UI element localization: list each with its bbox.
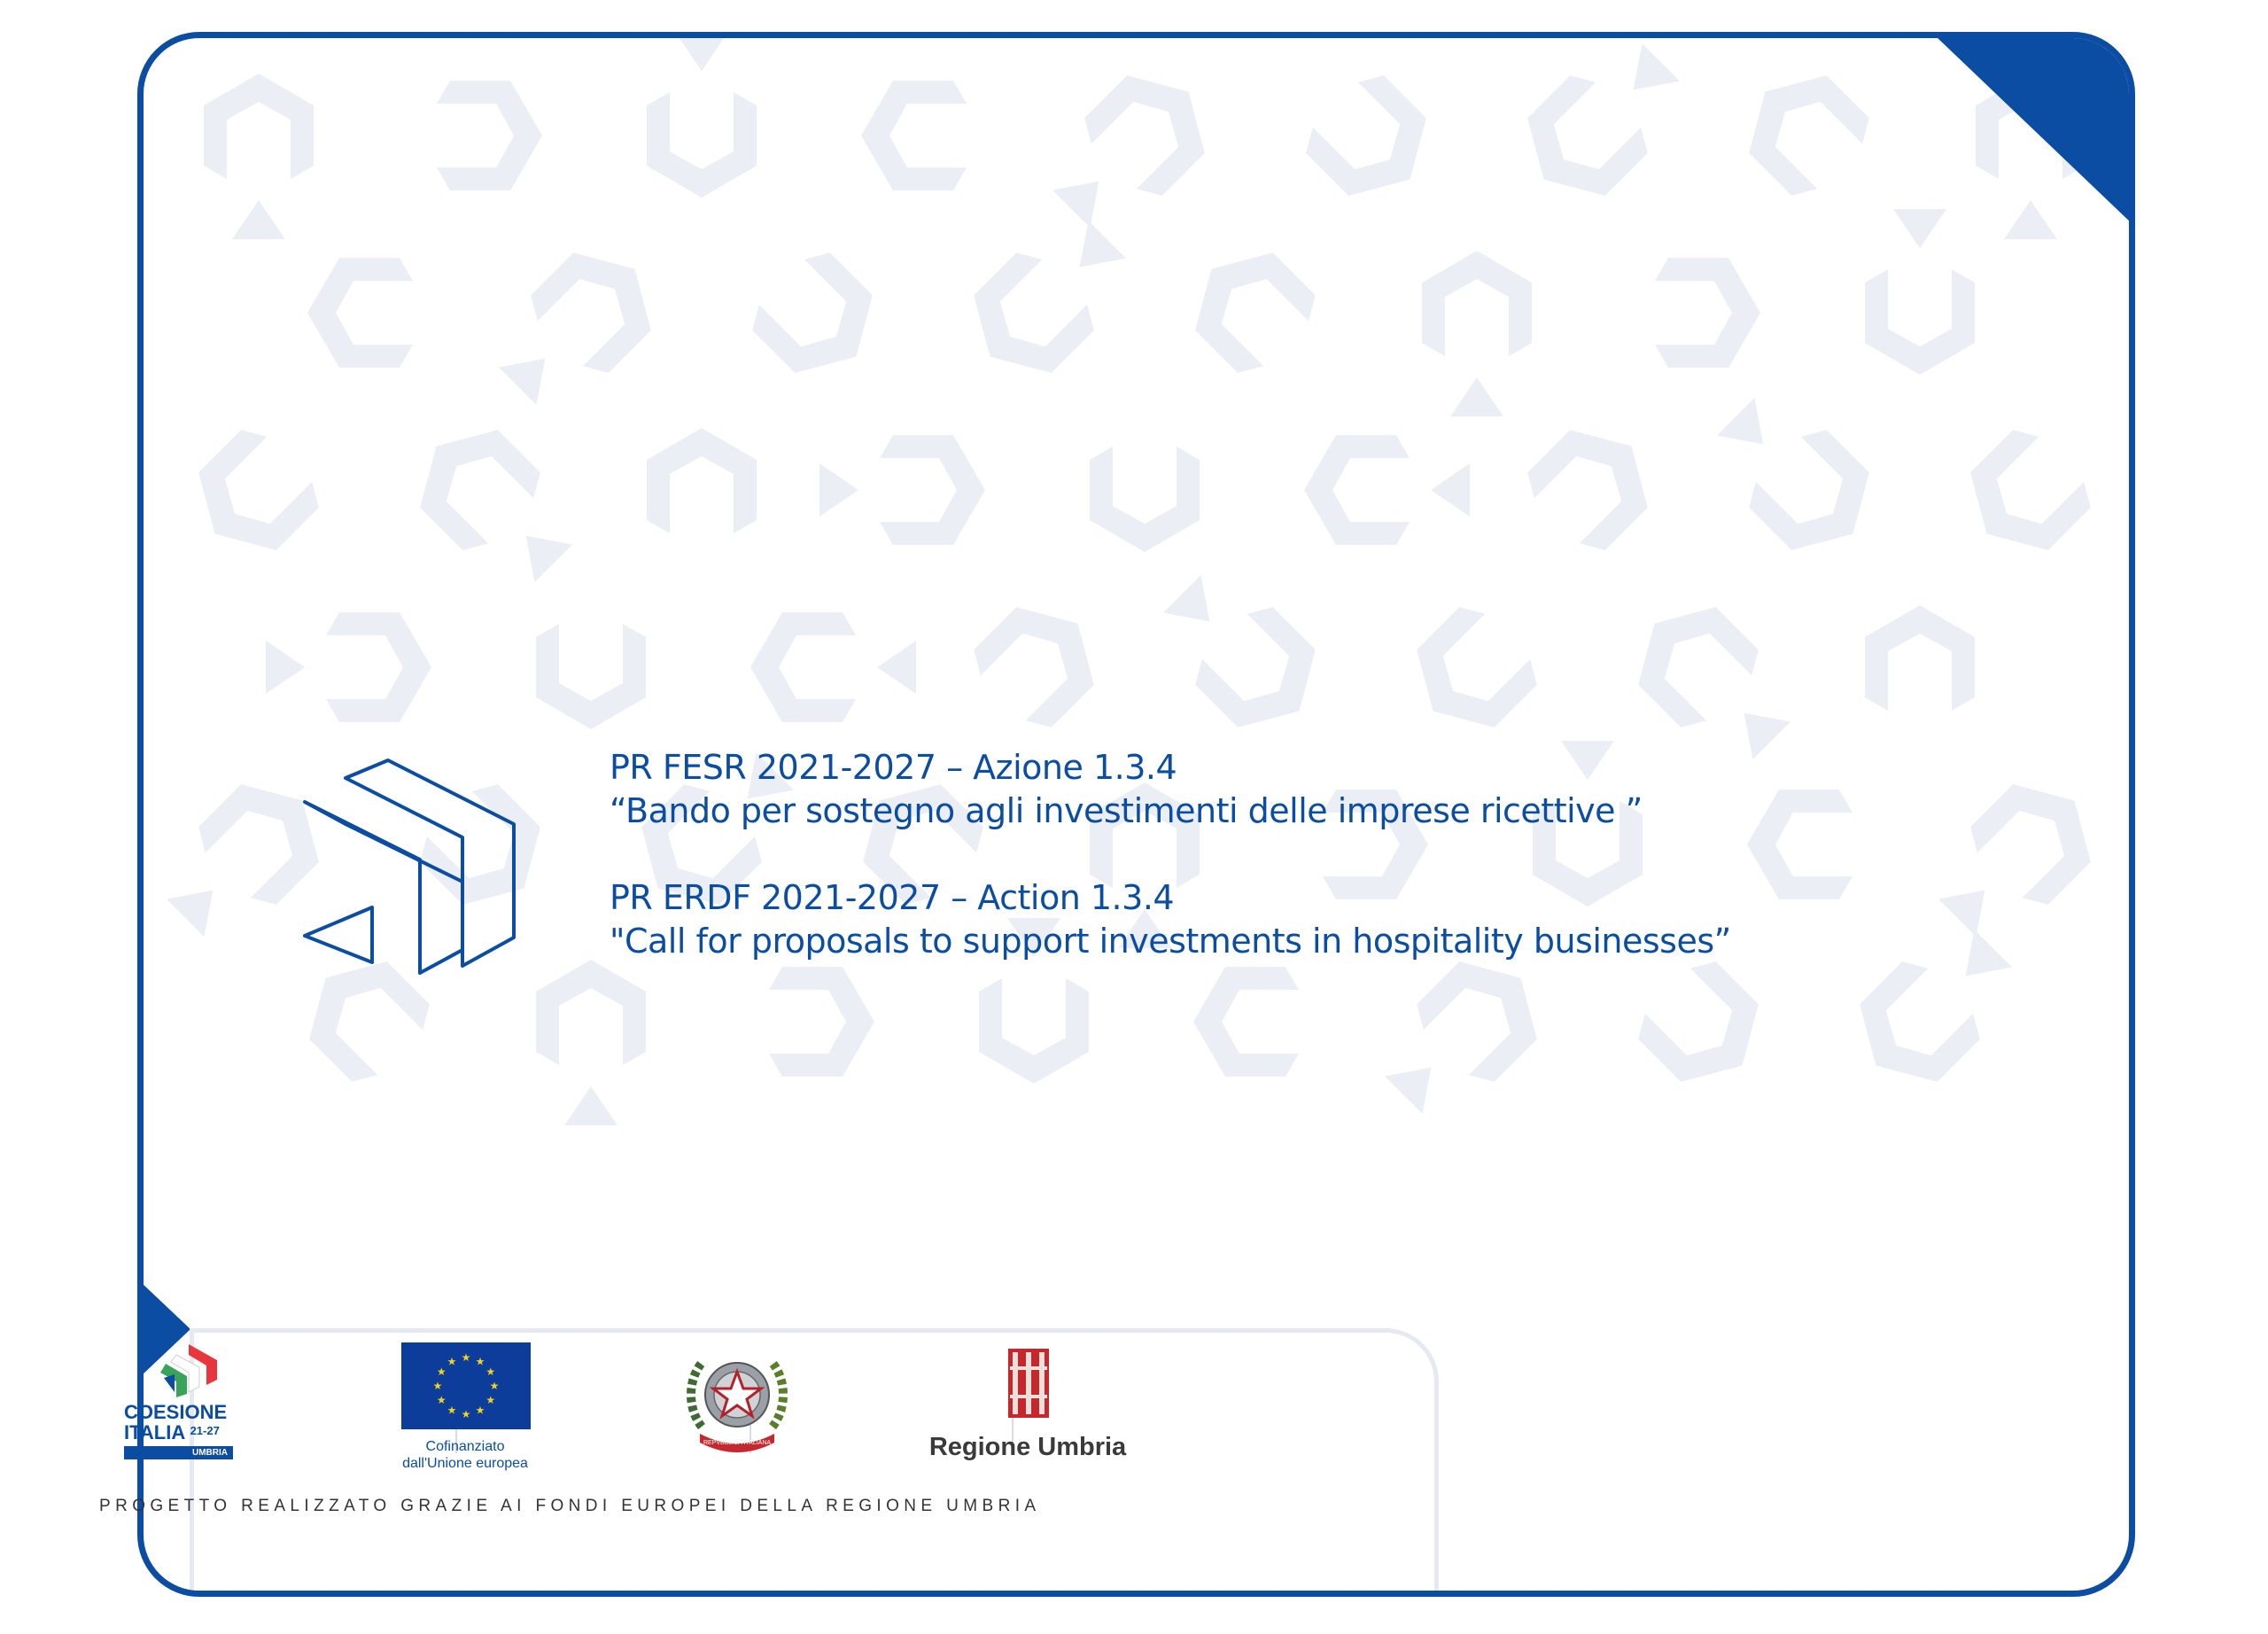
chevron-shape	[951, 200, 1146, 395]
eu-caption-line1: Cofinanziato	[425, 1439, 505, 1454]
chevron-shape	[1918, 762, 2113, 957]
eu-star-icon: ★	[447, 1355, 457, 1368]
chevron-shape	[437, 81, 542, 191]
regione-umbria-emblem-icon	[1008, 1349, 1049, 1418]
chevron-shape	[1032, 53, 1227, 248]
chevron-shape	[1518, 408, 1671, 560]
chevron-shape	[176, 421, 329, 573]
chevron-shape	[1297, 66, 1449, 219]
eu-star-icon: ★	[485, 1366, 496, 1378]
eu-star-icon: ★	[475, 1355, 485, 1368]
chevron-shape	[1304, 435, 1470, 545]
eu-star-icon: ★	[461, 1351, 471, 1364]
chevron-shape	[647, 428, 757, 533]
headline-en-title: PR ERDF 2021-2027 – Action 1.3.4	[610, 878, 1175, 917]
chevron-shape	[769, 967, 874, 1077]
chevron-shape	[1090, 447, 1200, 552]
emblem-ribbon-text: REPVBBLICA ITALIANA	[703, 1440, 772, 1446]
coesione-years: 21-27	[190, 1424, 220, 1437]
coesione-mark-icon	[155, 1342, 222, 1397]
eu-star-icon: ★	[436, 1366, 447, 1378]
headline-it-subtitle: “Bando per sostegno agli investimenti delle imprese ricettive ”	[610, 791, 1643, 830]
italian-republic-emblem-icon	[682, 1345, 792, 1455]
eu-star-icon: ★	[447, 1404, 457, 1417]
chevron-shape	[1629, 953, 1782, 1105]
eu-flag-icon	[401, 1342, 531, 1429]
chevron-shape	[478, 230, 673, 425]
chevron-shape	[1697, 377, 1891, 572]
chevron-shape	[819, 435, 985, 545]
chevron-shape	[398, 408, 593, 603]
chevron-shape	[1865, 605, 1975, 711]
chevron-shape	[1143, 555, 1338, 750]
chevron-shape	[1394, 598, 1547, 751]
eu-star-icon: ★	[489, 1380, 500, 1392]
program-logo-icon	[266, 727, 629, 992]
chevron-shape	[307, 258, 413, 368]
coesione-region-badge: UMBRIA	[124, 1446, 233, 1459]
chevron-shape	[1616, 585, 1811, 780]
chevron-shape	[1193, 967, 1299, 1077]
chevron-shape	[743, 244, 896, 396]
chevron-shape	[536, 624, 646, 729]
eu-star-icon: ★	[432, 1380, 443, 1392]
eu-star-icon: ★	[485, 1394, 496, 1406]
coesione-word1: COESIONE	[124, 1401, 228, 1423]
chevron-shape	[266, 612, 431, 722]
chevron-shape	[1173, 230, 1325, 383]
chevron-shape	[1727, 53, 1879, 206]
chevron-shape	[1422, 251, 1532, 416]
chevron-shape	[647, 38, 757, 198]
chevron-shape	[1364, 939, 1559, 1134]
chevron-shape	[1865, 209, 1975, 375]
footer-funding-caption: PROGETTO REALIZZATO GRAZIE AI FONDI EUROPEI DELLA REGIONE UMBRIA	[99, 1497, 1041, 1515]
coesione-italia-logo	[124, 1342, 257, 1459]
eu-star-icon: ★	[436, 1394, 447, 1406]
eu-cofunding-caption	[359, 1438, 571, 1472]
corner-accent	[1936, 36, 2131, 231]
chevron-shape	[750, 612, 916, 722]
chevron-shape	[861, 81, 967, 191]
coesione-word2: ITALIA	[124, 1421, 185, 1443]
eu-star-icon: ★	[461, 1408, 471, 1420]
chevron-shape	[1747, 790, 1852, 899]
chevron-shape	[1837, 909, 2032, 1104]
chevron-shape	[1505, 38, 1700, 218]
chevron-shape	[1948, 421, 2101, 573]
chevron-shape	[1655, 258, 1760, 368]
headline-it-title: PR FESR 2021-2027 – Azione 1.3.4	[610, 748, 1177, 787]
eu-caption-line2: dall'Unione europea	[402, 1456, 528, 1471]
chevron-shape	[965, 585, 1117, 737]
regione-umbria-label: Regione Umbria	[928, 1433, 1127, 1461]
eu-star-icon: ★	[475, 1404, 485, 1417]
headline-en-subtitle: "Call for proposals to support investments in hospitality businesses”	[610, 922, 1731, 961]
chevron-shape	[204, 74, 314, 239]
